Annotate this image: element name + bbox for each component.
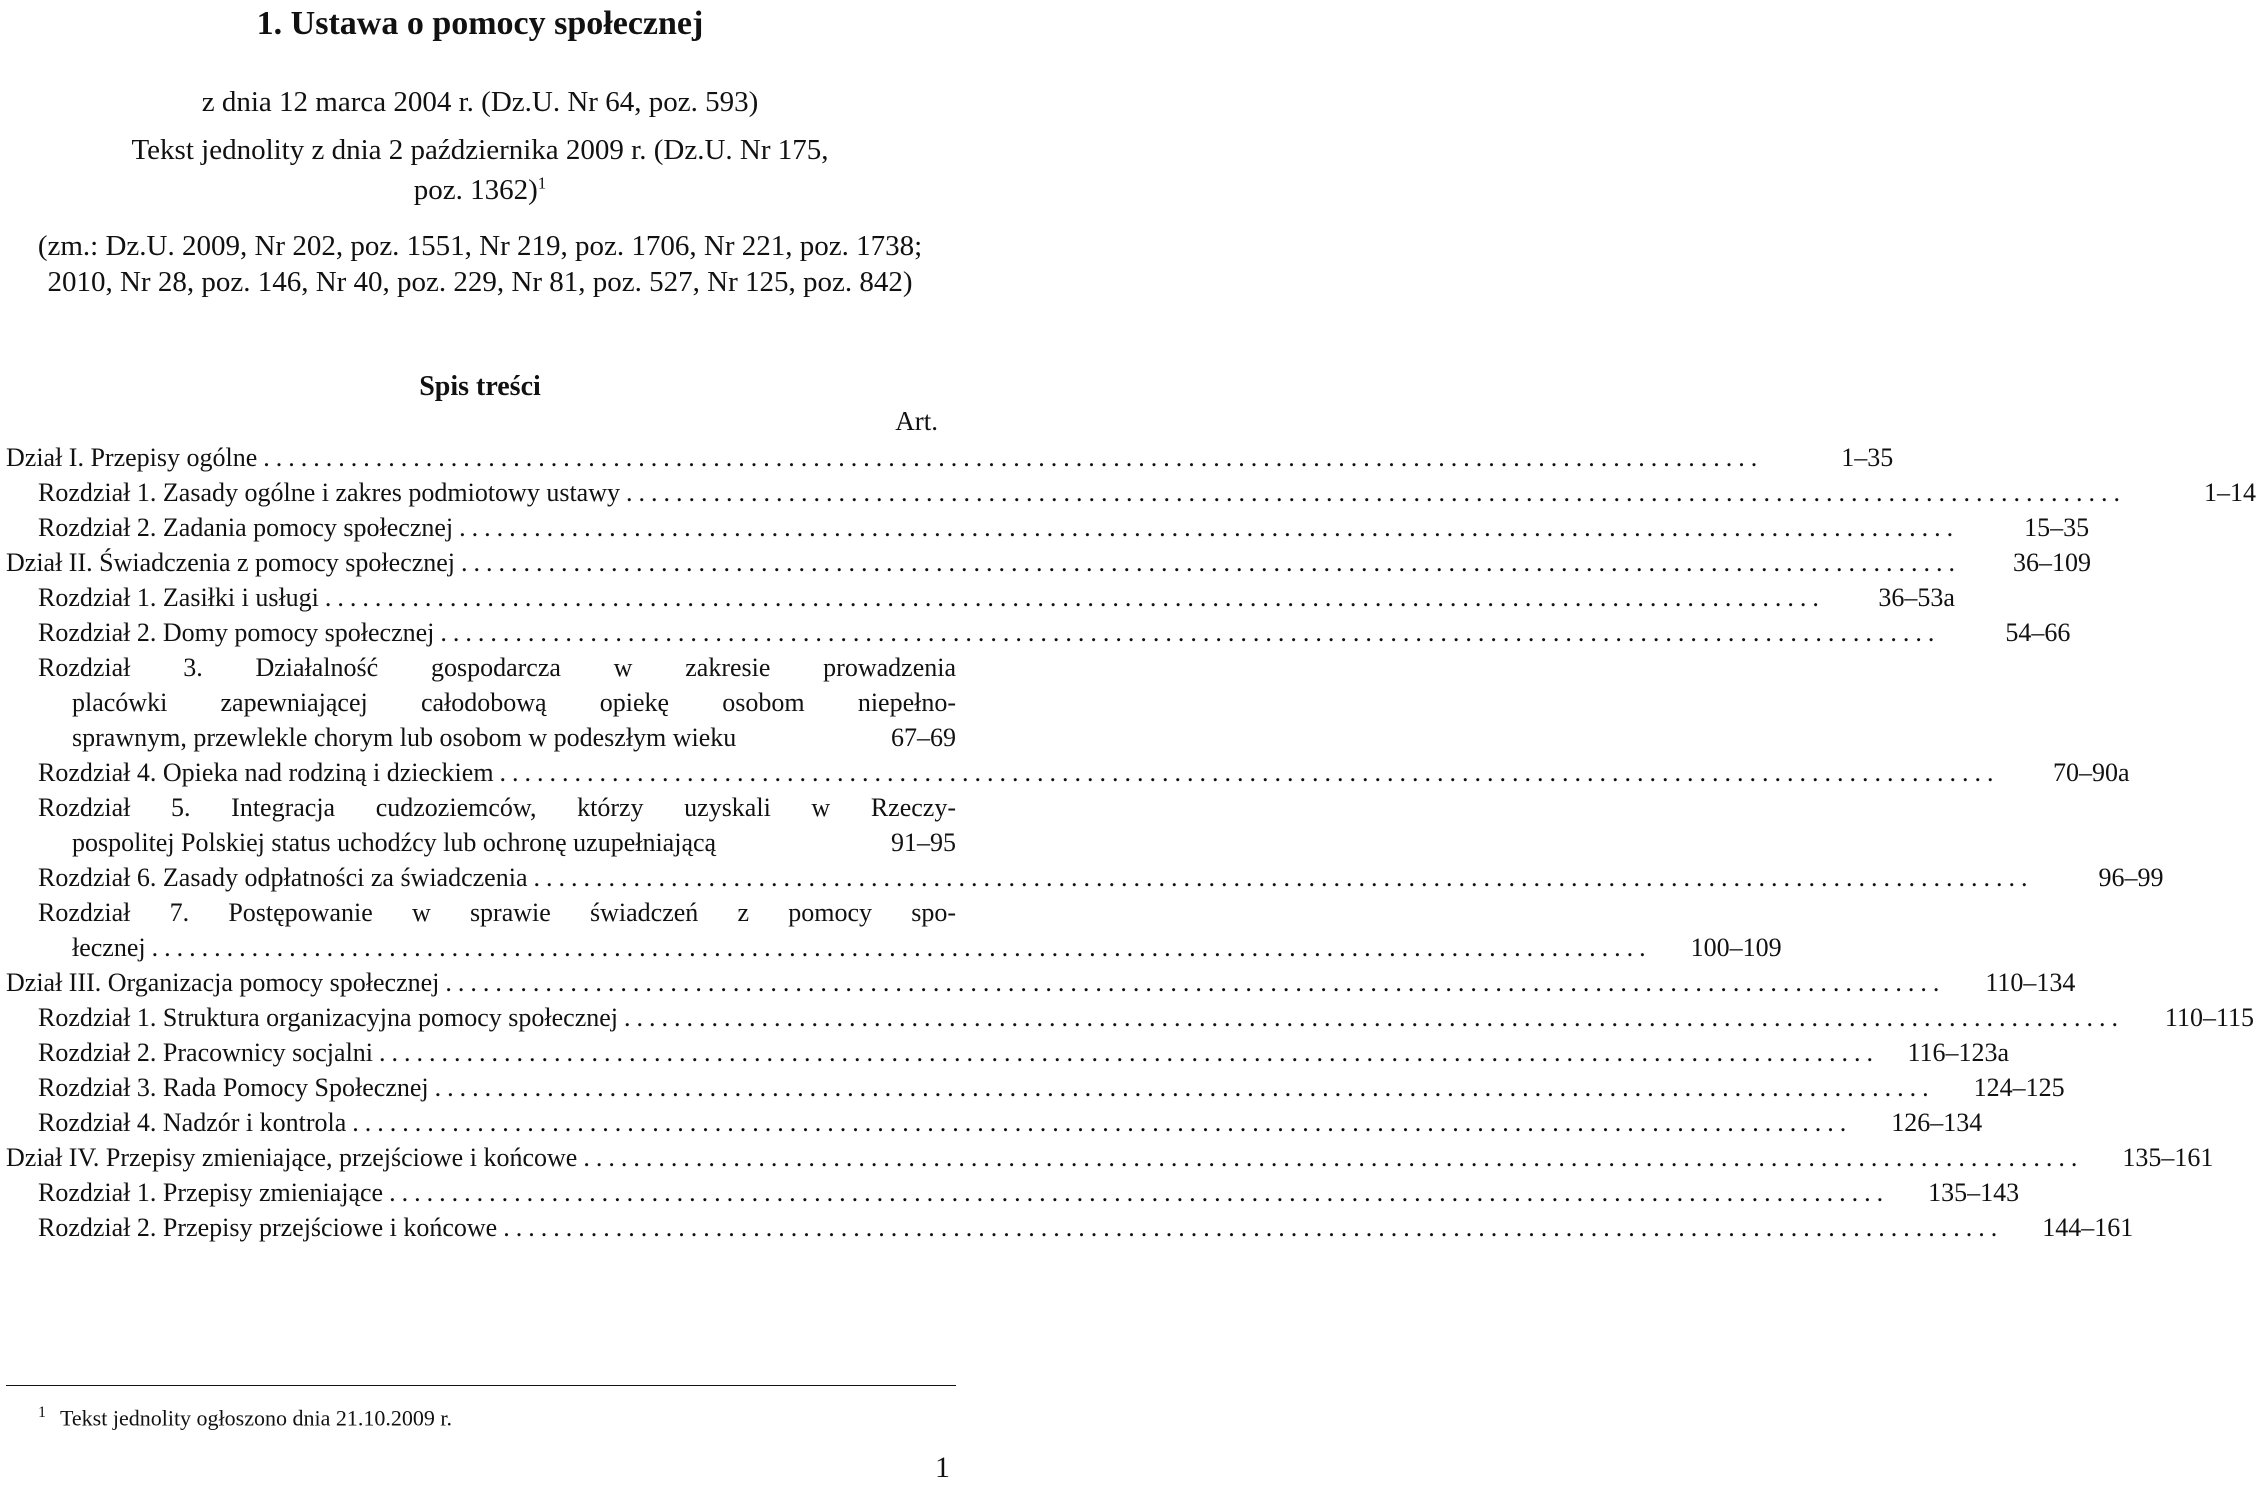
toc-entry-articles: 54–66 xyxy=(2005,618,2071,647)
toc-dot-leader: ........................................................................................................................ xyxy=(503,1213,2004,1242)
toc-entry-title: Dział III. Organizacja pomocy społecznej xyxy=(6,968,440,997)
toc-dot-leader: ........................................................................................................................ xyxy=(352,1108,1853,1137)
toc-entry-title: Dział IV. Przepisy zmieniające, przejściowe i końcowe xyxy=(6,1143,578,1172)
footnote-text: Tekst jednolity ogłoszono dnia 21.10.2009 r. xyxy=(60,1405,452,1431)
document-title: 1. Ustawa o pomocy społecznej xyxy=(256,5,704,42)
toc-entry-title: Dział I. Przepisy ogólne xyxy=(6,443,258,472)
toc-entry-articles: 70–90a xyxy=(2053,758,2130,787)
toc-entry-articles: 1–35 xyxy=(1841,443,1894,472)
toc-entry xyxy=(6,580,1955,615)
toc-entry-title: Dział II. Świadczenia z pomocy społecznej xyxy=(6,548,456,577)
toc-entry-title: Rozdział 4. Opieka nad rodziną i dzieckiem xyxy=(38,758,494,787)
toc-dot-leader: ........................................................................................................................ xyxy=(389,1178,1890,1207)
toc-dot-leader: ........................................................................................................................ xyxy=(624,1003,2124,1032)
toc-entry-articles: 110–115 xyxy=(2164,1003,2254,1032)
toc-entry-articles: 126–134 xyxy=(1891,1108,1983,1137)
consolidated-text-line-2 xyxy=(0,172,960,208)
toc-entry xyxy=(6,895,956,930)
toc-entry xyxy=(6,720,956,755)
footnote-divider xyxy=(6,1385,956,1386)
toc-dot-leader: ........................................................................................................................ xyxy=(151,933,1652,962)
toc-entry xyxy=(6,1105,1983,1140)
toc-entry-title: Rozdział 3. Rada Pomocy Społecznej xyxy=(38,1073,429,1102)
footnote-reference: 1 xyxy=(537,173,547,193)
toc-entry xyxy=(6,1035,2010,1070)
toc-dot-leader: ........................................................................................................................ xyxy=(445,968,1946,997)
toc-entry-title: Rozdział 1. Struktura organizacyjna pomocy społecznej xyxy=(38,1003,618,1032)
toc-entry xyxy=(6,475,2256,510)
toc-entry xyxy=(6,615,2071,650)
toc-dot-leader: ........................................................................................................................ xyxy=(324,583,1825,612)
toc-entry xyxy=(6,1210,2134,1245)
toc-dot-leader: ........................................................................................................................ xyxy=(533,863,2034,892)
toc-dot-leader: ........................................................................................................................ xyxy=(459,513,1960,542)
toc-entry-title: Rozdział 2. Pracownicy socjalni xyxy=(38,1038,374,1067)
consolidated-text-ref: poz. 1362) xyxy=(413,174,538,206)
toc-entry-articles: 91–95 xyxy=(891,828,956,857)
toc-entry xyxy=(6,650,956,685)
toc-entry-title: sprawnym, przewlekle chorym lub osobom w podeszłym wieku xyxy=(72,723,737,752)
toc-entry xyxy=(6,1175,2020,1210)
toc-dot-leader: ........................................................................................................................ xyxy=(625,478,2126,507)
toc-entry xyxy=(6,965,2076,1000)
toc-entry-title: Rozdział 1. Zasiłki i usługi xyxy=(38,583,319,612)
toc-dot-leader: ........................................................................................................................ xyxy=(379,1038,1880,1067)
toc-entry-title: Rozdział 6. Zasady odpłatności za świadczenia xyxy=(38,863,528,892)
toc-dot-leader: ........................................................................................................................ xyxy=(440,618,1941,647)
toc-entry xyxy=(6,860,2164,895)
toc-entry-articles: 135–143 xyxy=(1928,1178,2020,1207)
toc-entry-articles: 110–134 xyxy=(1985,968,2076,997)
amendments-line-2: 2010, Nr 28, poz. 146, Nr 40, poz. 229, Nr 81, poz. 527, Nr 125, poz. 842) xyxy=(47,266,913,298)
page-number: 1 xyxy=(935,1451,950,1484)
toc-entry xyxy=(6,755,2130,790)
toc-entry-title: placówki zapewniającej całodobową opiekę osobom niepełno- xyxy=(72,688,956,717)
toc-dot-leader: ........................................................................................................................ xyxy=(434,1073,1935,1102)
toc-entry-articles: 100–109 xyxy=(1690,933,1782,962)
toc-entry-articles: 96–99 xyxy=(2098,863,2164,892)
toc-dot-leader: ........................................................................................................................ xyxy=(461,548,1962,577)
amendments-line-1: (zm.: Dz.U. 2009, Nr 202, poz. 1551, Nr 219, poz. 1706, Nr 221, poz. 1738; xyxy=(37,230,923,262)
toc-entry xyxy=(6,930,1782,965)
toc-entry-title: Rozdział 1. Przepisy zmieniające xyxy=(38,1178,384,1207)
toc-entry-articles: 67–69 xyxy=(891,723,956,752)
toc-entry-title: Rozdział 3. Działalność gospodarcza w zakresie prowadzenia xyxy=(38,653,956,682)
toc-heading: Spis treści xyxy=(419,371,541,402)
toc-entry xyxy=(6,545,2092,580)
toc-entry-articles: 36–109 xyxy=(2013,548,2092,577)
footnote xyxy=(38,1398,452,1433)
toc-dot-leader: ........................................................................................................................ xyxy=(499,758,2000,787)
toc-entry-articles: 124–125 xyxy=(1973,1073,2065,1102)
toc-entry-articles: 1–14 xyxy=(2203,478,2256,507)
table-of-contents xyxy=(6,440,2256,1245)
act-date-line: z dnia 12 marca 2004 r. (Dz.U. Nr 64, poz. 593) xyxy=(201,86,759,118)
toc-entry xyxy=(6,1070,2065,1105)
toc-entry-articles: 15–35 xyxy=(2024,513,2090,542)
toc-entry-title: Rozdział 2. Zadania pomocy społecznej xyxy=(38,513,454,542)
toc-entry-title: pospolitej Polskiej status uchodźcy lub ochronę uzupełniającą xyxy=(72,828,717,857)
toc-entry xyxy=(6,1140,2214,1175)
footnote-marker: 1 xyxy=(38,1404,46,1421)
toc-entry xyxy=(6,685,956,720)
toc-entry-title: Rozdział 1. Zasady ogólne i zakres podmiotowy ustawy xyxy=(38,478,620,507)
toc-entry-articles: 116–123a xyxy=(1907,1038,2010,1067)
toc-entry xyxy=(6,440,1894,475)
toc-entry xyxy=(6,790,956,825)
consolidated-text-line-1: Tekst jednolity z dnia 2 października 2009 r. (Dz.U. Nr 175, xyxy=(131,134,829,166)
toc-entry-articles: 144–161 xyxy=(2042,1213,2134,1242)
toc-entry-articles: 135–161 xyxy=(2122,1143,2214,1172)
toc-dot-leader: ........................................................................................................................ xyxy=(263,443,1764,472)
toc-entry xyxy=(6,825,956,860)
toc-entry xyxy=(6,510,2090,545)
toc-entry-title: Rozdział 2. Domy pomocy społecznej xyxy=(38,618,435,647)
toc-column-label: Art. xyxy=(895,406,938,436)
toc-entry-title: Rozdział 2. Przepisy przejściowe i końcowe xyxy=(38,1213,498,1242)
toc-entry-title: łecznej xyxy=(72,933,146,962)
toc-entry-title: Rozdział 5. Integracja cudzoziemców, którzy uzyskali w Rzeczy- xyxy=(38,793,956,822)
toc-dot-leader: ........................................................................................................................ xyxy=(583,1143,2084,1172)
toc-entry-articles: 36–53a xyxy=(1878,583,1955,612)
toc-entry xyxy=(6,1000,2254,1035)
toc-entry-title: Rozdział 4. Nadzór i kontrola xyxy=(38,1108,347,1137)
toc-entry-title: Rozdział 7. Postępowanie w sprawie świadczeń z pomocy spo- xyxy=(38,898,956,927)
